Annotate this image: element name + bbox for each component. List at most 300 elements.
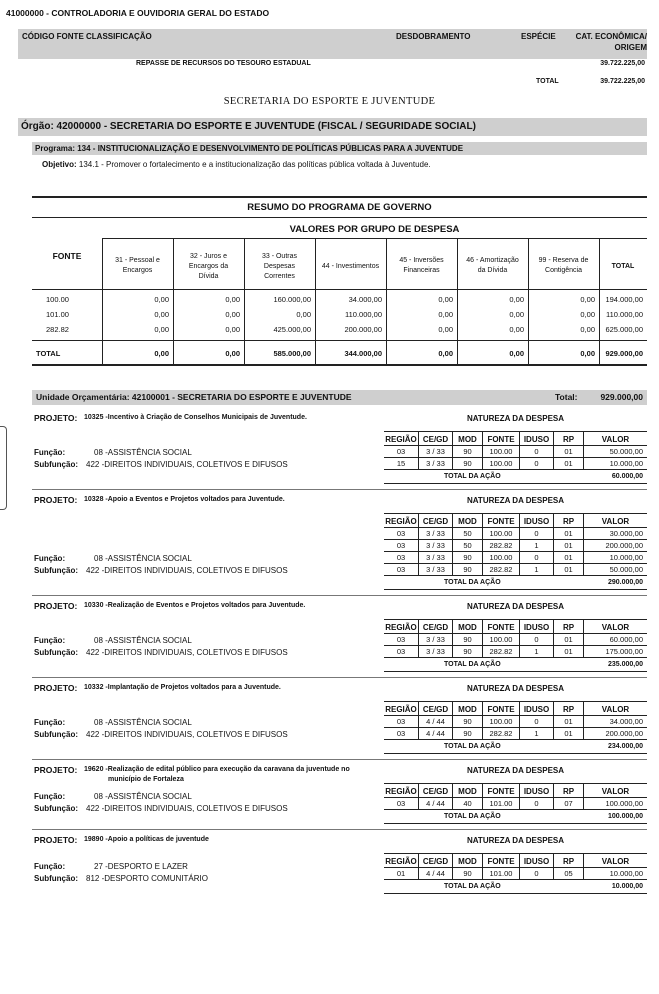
natureza-head-cell: REGIÃO <box>385 517 417 526</box>
natureza-cell: 01 <box>553 458 583 470</box>
natureza-head-cell: IDUSO <box>519 702 553 717</box>
funcao-label: Função: <box>34 792 66 801</box>
objetivo-text: 134.1 - Promover o fortalecimento e a institucionalização das políticas pública voltada à Juventude. <box>78 160 431 169</box>
natureza-head-cell: VALOR <box>583 702 647 717</box>
natureza-row <box>384 446 647 458</box>
natureza-cell: 0 <box>519 798 553 810</box>
natureza-cell: 3 / 33 <box>418 564 452 576</box>
resumo-column-head: Encargos da <box>188 263 229 270</box>
natureza-cell: 01 <box>553 528 583 540</box>
projeto-block <box>32 762 647 832</box>
resumo-row-value: 110.000,00 <box>345 310 382 319</box>
projeto-title: Implantação de Projetos voltados para a Juventude. <box>107 684 281 691</box>
resumo-table <box>32 196 647 370</box>
funcao-label: Função: <box>34 636 66 645</box>
resumo-col-divider <box>315 238 316 364</box>
natureza-cell: 90 <box>452 646 482 658</box>
unidade-total-value: 929.000,00 <box>600 392 643 402</box>
natureza-row <box>384 868 647 880</box>
natureza-head-cell: MOD <box>452 854 482 869</box>
objetivo-label: Objetivo: <box>42 160 77 169</box>
resumo-column-head: Correntes <box>264 273 295 280</box>
natureza-head-cell: CE/GD <box>418 432 452 447</box>
natureza-cell: 0 <box>519 552 553 564</box>
funcao-label: Função: <box>34 554 66 563</box>
resumo-line <box>32 289 647 290</box>
total-acao-label: TOTAL DA AÇÃO <box>444 883 501 890</box>
natureza-cell: 1 <box>519 646 553 658</box>
natureza-cell: 3 / 33 <box>418 528 452 540</box>
total-acao-row <box>384 810 647 824</box>
natureza-cell: 3 / 33 <box>418 634 452 646</box>
natureza-row <box>384 564 647 576</box>
natureza-cell: 3 / 33 <box>418 552 452 564</box>
resumo-column-head: Contigência <box>545 267 582 274</box>
resumo-column-head: da Dívida <box>477 267 508 274</box>
natureza-cell: 50 <box>452 528 482 540</box>
natureza-cell: 01 <box>553 564 583 576</box>
resumo-row-value: 200.000,00 <box>344 325 382 334</box>
resumo-col-divider <box>528 238 529 364</box>
subfuncao-value: 422 -DIREITOS INDIVIDUAIS, COLETIVOS E DIFUSOS <box>86 648 288 657</box>
projeto-block <box>32 598 647 680</box>
natureza-head-cell: RP <box>553 620 583 635</box>
natureza-cell: 282.82 <box>482 646 519 658</box>
natureza-cell: 50.000,00 <box>583 446 647 458</box>
natureza-head-cell: REGIÃO <box>385 435 417 444</box>
natureza-cell: 15 <box>396 459 406 468</box>
natureza-cell: 4 / 44 <box>418 716 452 728</box>
natureza-head-cell: FONTE <box>482 432 519 447</box>
subfuncao-value: 422 -DIREITOS INDIVIDUAIS, COLETIVOS E DIFUSOS <box>86 730 288 739</box>
natureza-cell: 282.82 <box>482 540 519 552</box>
resumo-line <box>32 340 647 341</box>
total-acao-row <box>384 880 647 894</box>
natureza-cell: 03 <box>396 717 406 726</box>
projeto-code-title: 10325 -Incentivo à Criação de Conselhos Municipais de Juventude. <box>84 414 307 421</box>
natureza-row <box>384 798 647 810</box>
subfuncao-line <box>34 566 288 575</box>
natureza-cell: 05 <box>553 868 583 880</box>
resumo-row-value: 34.000,00 <box>348 295 382 304</box>
report-title: 41000000 - CONTROLADORIA E OUVIDORIA GERAL DO ESTADO <box>6 8 270 18</box>
resumo-border-top <box>32 196 647 198</box>
classification-total-label: TOTAL <box>536 78 559 85</box>
resumo-row-value: 0,00 <box>438 310 453 319</box>
subfuncao-line <box>34 648 288 657</box>
natureza-head-cell: REGIÃO <box>385 623 417 632</box>
total-acao-label: TOTAL DA AÇÃO <box>444 473 501 480</box>
resumo-column-head: 45 - Inversões <box>399 257 444 264</box>
resumo-total-value: 585.000,00 <box>273 349 311 358</box>
funcao-label: Função: <box>34 448 66 457</box>
resumo-total-label: TOTAL <box>36 349 61 358</box>
natureza-head-cell: RP <box>553 854 583 869</box>
natureza-head-cell: FONTE <box>482 702 519 717</box>
funcao-line <box>34 792 192 801</box>
projeto-code: 19620 <box>84 766 104 773</box>
natureza-label: NATUREZA DA DESPESA <box>466 766 565 775</box>
natureza-cell: 3 / 33 <box>418 540 452 552</box>
subfuncao-line <box>34 730 288 739</box>
resumo-row-value: 0,00 <box>509 310 524 319</box>
projeto-title: Apoio a políticas de juventude <box>107 836 209 843</box>
resumo-column-head: 31 - Pessoal e <box>115 257 160 264</box>
header-especie: ESPÉCIE <box>521 32 556 41</box>
natureza-cell: 03 <box>396 799 406 808</box>
funcao-value: 08 -ASSISTÊNCIA SOCIAL <box>94 448 192 457</box>
natureza-cell: 10.000,00 <box>583 868 647 880</box>
natureza-cell: 07 <box>553 798 583 810</box>
subfuncao-label: Subfunção: <box>34 648 78 657</box>
repasse-label: REPASSE DE RECURSOS DO TESOURO ESTADUAL <box>136 60 311 67</box>
natureza-head-cell: CE/GD <box>418 784 452 799</box>
repasse-row <box>18 60 647 72</box>
side-bracket <box>0 426 7 510</box>
total-acao-label: TOTAL DA AÇÃO <box>444 743 501 750</box>
subfuncao-label: Subfunção: <box>34 874 78 883</box>
natureza-head <box>384 853 647 868</box>
natureza-cell: 60.000,00 <box>583 634 647 646</box>
projeto-title: Apoio a Eventos e Projetos voltados para Juventude. <box>107 496 285 503</box>
resumo-total-value: 344.000,00 <box>344 349 382 358</box>
natureza-cell: 90 <box>452 552 482 564</box>
natureza-cell: 03 <box>396 565 406 574</box>
natureza-cell: 101.00 <box>482 798 519 810</box>
header-cat-line2: ORIGEM <box>614 43 647 52</box>
projeto-separator <box>32 677 647 678</box>
projeto-separator <box>32 829 647 830</box>
projeto-label: PROJETO: <box>34 495 78 505</box>
projeto-block <box>32 680 647 762</box>
natureza-cell: 4 / 44 <box>418 728 452 740</box>
natureza-head <box>384 783 647 798</box>
resumo-line <box>102 238 647 239</box>
natureza-cell: 03 <box>396 729 406 738</box>
natureza-cell: 90 <box>452 868 482 880</box>
orgao-bar: Órgão: 42000000 - SECRETARIA DO ESPORTE E JUVENTUDE (FISCAL / SEGURIDADE SOCIAL) <box>18 118 647 136</box>
natureza-label: NATUREZA DA DESPESA <box>466 496 565 505</box>
resumo-row-value: 0,00 <box>154 325 169 334</box>
natureza-cell: 50 <box>452 540 482 552</box>
natureza-head <box>384 701 647 716</box>
projeto-code-title: 10330 -Realização de Eventos e Projetos voltados para Juventude. <box>84 602 306 609</box>
natureza-label: NATUREZA DA DESPESA <box>466 684 565 693</box>
natureza-cell: 175.000,00 <box>583 646 647 658</box>
classification-header <box>18 29 647 59</box>
natureza-head <box>384 431 647 446</box>
natureza-head-cell: VALOR <box>583 620 647 635</box>
resumo-row-value: 0,00 <box>509 325 524 334</box>
funcao-value: 27 -DESPORTO E LAZER <box>94 862 188 871</box>
resumo-row-value: 0,00 <box>296 310 311 319</box>
header-desdobramento: DESDOBRAMENTO <box>396 32 471 41</box>
natureza-label: NATUREZA DA DESPESA <box>466 836 565 845</box>
natureza-head-cell: IDUSO <box>519 854 553 869</box>
subfuncao-line <box>34 874 208 883</box>
total-acao-value: 100.000,00 <box>607 813 643 820</box>
natureza-head-cell: RP <box>553 432 583 447</box>
subfuncao-label: Subfunção: <box>34 804 78 813</box>
subfuncao-value: 422 -DIREITOS INDIVIDUAIS, COLETIVOS E DIFUSOS <box>86 566 288 575</box>
natureza-head-cell: FONTE <box>482 620 519 635</box>
projeto-block <box>32 492 647 598</box>
resumo-column-head: Dívida <box>198 273 219 280</box>
resumo-total-value: 0,00 <box>509 349 524 358</box>
classification-total-row <box>18 78 647 90</box>
projeto-code-title: 10328 -Apoio a Eventos e Projetos voltados para Juventude. <box>84 496 285 503</box>
natureza-head-cell: VALOR <box>583 432 647 447</box>
total-acao-label: TOTAL DA AÇÃO <box>444 661 501 668</box>
natureza-row <box>384 528 647 540</box>
natureza-cell: 90 <box>452 446 482 458</box>
natureza-head-cell: RP <box>553 784 583 799</box>
total-acao-value: 60.000,00 <box>611 473 643 480</box>
natureza-head-cell: FONTE <box>482 784 519 799</box>
natureza-row <box>384 458 647 470</box>
projeto-code: 10330 <box>84 602 104 609</box>
resumo-fonte-label: FONTE <box>52 251 82 261</box>
natureza-cell: 03 <box>396 553 406 562</box>
natureza-row <box>384 540 647 552</box>
unidade-label: Unidade Orçamentária: 42100001 - SECRETARIA DO ESPORTE E JUVENTUDE <box>36 392 352 402</box>
natureza-cell: 01 <box>553 646 583 658</box>
resumo-row-value: 0,00 <box>509 295 524 304</box>
natureza-cell: 34.000,00 <box>583 716 647 728</box>
funcao-line <box>34 554 192 563</box>
natureza-cell: 4 / 44 <box>418 868 452 880</box>
natureza-head-cell: REGIÃO <box>385 705 417 714</box>
resumo-row-fonte: 100.00 <box>46 295 69 304</box>
natureza-cell: 0 <box>519 868 553 880</box>
natureza-row <box>384 634 647 646</box>
resumo-row-value: 425.000,00 <box>273 325 311 334</box>
natureza-head-cell: CE/GD <box>418 620 452 635</box>
natureza-row <box>384 716 647 728</box>
resumo-line <box>32 217 647 218</box>
resumo-total-value: 0,00 <box>225 349 240 358</box>
resumo-col-divider <box>457 238 458 364</box>
funcao-label: Função: <box>34 862 66 871</box>
resumo-row-value: 0,00 <box>225 295 240 304</box>
resumo-row-value: 0,00 <box>225 325 240 334</box>
total-acao-row <box>384 576 647 590</box>
total-acao-value: 10.000,00 <box>611 883 643 890</box>
natureza-head-cell: MOD <box>452 620 482 635</box>
natureza-cell: 0 <box>519 446 553 458</box>
natureza-cell: 01 <box>396 869 406 878</box>
natureza-head-cell: FONTE <box>482 854 519 869</box>
total-acao-label: TOTAL DA AÇÃO <box>444 813 501 820</box>
resumo-column-head: TOTAL <box>611 263 635 270</box>
projeto-title: Incentivo à Criação de Conselhos Municipais de Juventude. <box>107 414 307 421</box>
natureza-cell: 01 <box>553 552 583 564</box>
resumo-total-value: 0,00 <box>438 349 453 358</box>
natureza-cell: 90 <box>452 634 482 646</box>
funcao-value: 08 -ASSISTÊNCIA SOCIAL <box>94 792 192 801</box>
subfuncao-label: Subfunção: <box>34 566 78 575</box>
valores-title: VALORES POR GRUPO DE DESPESA <box>289 224 460 235</box>
natureza-cell: 0 <box>519 458 553 470</box>
resumo-col-divider <box>244 238 245 364</box>
resumo-col-divider <box>386 238 387 364</box>
natureza-cell: 90 <box>452 716 482 728</box>
natureza-cell: 30.000,00 <box>583 528 647 540</box>
total-acao-label: TOTAL DA AÇÃO <box>444 579 501 586</box>
projeto-code-title: 10332 -Implantação de Projetos voltados para a Juventude. <box>84 684 281 691</box>
natureza-head-cell: IDUSO <box>519 432 553 447</box>
resumo-col-divider <box>599 238 600 364</box>
natureza-row <box>384 552 647 564</box>
natureza-cell: 03 <box>396 529 406 538</box>
natureza-cell: 90 <box>452 728 482 740</box>
natureza-cell: 200.000,00 <box>583 540 647 552</box>
natureza-cell: 200.000,00 <box>583 728 647 740</box>
projeto-code-title: 19890 -Apoio a políticas de juventude <box>84 836 209 843</box>
natureza-cell: 100.00 <box>482 528 519 540</box>
natureza-cell: 1 <box>519 540 553 552</box>
resumo-total-value: 0,00 <box>154 349 169 358</box>
natureza-cell: 03 <box>396 541 406 550</box>
resumo-row-value: 194.000,00 <box>605 295 643 304</box>
resumo-col-divider <box>102 238 103 364</box>
header-codigo: CÓDIGO FONTE CLASSIFICAÇÃO <box>22 32 152 41</box>
resumo-row-value: 0,00 <box>438 295 453 304</box>
secretaria-title: SECRETARIA DO ESPORTE E JUVENTUDE <box>223 96 436 107</box>
natureza-head-cell: CE/GD <box>418 702 452 717</box>
natureza-label: NATUREZA DA DESPESA <box>466 414 565 423</box>
funcao-value: 08 -ASSISTÊNCIA SOCIAL <box>94 718 192 727</box>
projeto-label: PROJETO: <box>34 683 78 693</box>
natureza-head-cell: MOD <box>452 784 482 799</box>
natureza-cell: 01 <box>553 540 583 552</box>
resumo-row-value: 110.000,00 <box>606 310 643 319</box>
natureza-cell: 3 / 33 <box>418 458 452 470</box>
projeto-separator <box>32 489 647 490</box>
repasse-value: 39.722.225,00 <box>600 60 645 67</box>
projeto-label: PROJETO: <box>34 835 78 845</box>
resumo-title: RESUMO DO PROGRAMA DE GOVERNO <box>247 202 432 213</box>
natureza-head-cell: IDUSO <box>519 784 553 799</box>
natureza-head-cell: REGIÃO <box>385 857 417 866</box>
natureza-cell: 0 <box>519 716 553 728</box>
natureza-head-cell: MOD <box>452 432 482 447</box>
header-cat-line1: CAT. ECONÔMICA/ <box>575 32 647 41</box>
projeto-title: Realização de edital público para execução da caravana da juventude no <box>107 766 350 773</box>
natureza-cell: 1 <box>519 728 553 740</box>
projeto-separator <box>32 759 647 760</box>
natureza-cell: 282.82 <box>482 564 519 576</box>
resumo-border-bottom <box>32 364 647 366</box>
natureza-head-cell: CE/GD <box>418 514 452 529</box>
resumo-row-value: 0,00 <box>154 295 169 304</box>
natureza-head-cell: RP <box>553 514 583 529</box>
objetivo <box>42 160 431 169</box>
resumo-column-head: 46 - Amortização <box>466 257 519 264</box>
resumo-total-value: 929.000,00 <box>605 349 643 358</box>
funcao-value: 08 -ASSISTÊNCIA SOCIAL <box>94 636 192 645</box>
classification-total-value: 39.722.225,00 <box>600 78 645 85</box>
projeto-title-line2: município de Fortaleza <box>108 776 184 783</box>
total-acao-value: 234.000,00 <box>607 743 643 750</box>
natureza-cell: 100.00 <box>482 458 519 470</box>
resumo-row-value: 0,00 <box>580 325 595 334</box>
projeto-title: Realização de Eventos e Projetos voltados para Juventude. <box>107 602 306 609</box>
funcao-line <box>34 448 192 457</box>
natureza-label: NATUREZA DA DESPESA <box>466 602 565 611</box>
projeto-code-title: 19620 -Realização de edital público para execução da caravana da juventude no <box>84 766 350 773</box>
projeto-code: 10325 <box>84 414 104 421</box>
natureza-head-cell: FONTE <box>482 514 519 529</box>
natureza-cell: 03 <box>396 447 406 456</box>
funcao-label: Função: <box>34 718 66 727</box>
resumo-row-value: 0,00 <box>154 310 169 319</box>
subfuncao-label: Subfunção: <box>34 460 78 469</box>
natureza-cell: 100.000,00 <box>583 798 647 810</box>
natureza-cell: 100.00 <box>482 716 519 728</box>
total-acao-row <box>384 740 647 754</box>
natureza-cell: 100.00 <box>482 634 519 646</box>
natureza-cell: 90 <box>452 458 482 470</box>
projeto-code: 10328 <box>84 496 104 503</box>
resumo-row-fonte: 101.00 <box>46 310 69 319</box>
subfuncao-value: 422 -DIREITOS INDIVIDUAIS, COLETIVOS E DIFUSOS <box>86 460 288 469</box>
resumo-row-fonte: 282.82 <box>46 325 69 334</box>
total-acao-value: 235.000,00 <box>607 661 643 668</box>
resumo-row-value: 0,00 <box>580 295 595 304</box>
subfuncao-line <box>34 460 288 469</box>
natureza-cell: 50.000,00 <box>583 564 647 576</box>
unidade-bar <box>32 390 647 405</box>
natureza-cell: 10.000,00 <box>583 458 647 470</box>
resumo-total-value: 0,00 <box>580 349 595 358</box>
natureza-cell: 3 / 33 <box>418 646 452 658</box>
natureza-cell: 03 <box>396 647 406 656</box>
projeto-code: 10332 <box>84 684 104 691</box>
natureza-head-cell: MOD <box>452 514 482 529</box>
subfuncao-line <box>34 804 288 813</box>
natureza-cell: 100.00 <box>482 446 519 458</box>
natureza-head-cell: CE/GD <box>418 854 452 869</box>
projeto-code: 19890 <box>84 836 104 843</box>
natureza-head-cell: IDUSO <box>519 620 553 635</box>
natureza-cell: 1 <box>519 564 553 576</box>
natureza-cell: 4 / 44 <box>418 798 452 810</box>
natureza-cell: 100.00 <box>482 552 519 564</box>
natureza-cell: 03 <box>396 635 406 644</box>
resumo-row-value: 0,00 <box>438 325 453 334</box>
resumo-column-head: 99 - Reserva de <box>538 257 589 264</box>
projeto-label: PROJETO: <box>34 765 78 775</box>
total-acao-row <box>384 470 647 484</box>
funcao-line <box>34 636 192 645</box>
natureza-cell: 40 <box>452 798 482 810</box>
natureza-cell: 01 <box>553 446 583 458</box>
natureza-cell: 90 <box>452 564 482 576</box>
natureza-cell: 01 <box>553 728 583 740</box>
natureza-row <box>384 646 647 658</box>
natureza-cell: 101.00 <box>482 868 519 880</box>
resumo-column-head: Despesas <box>263 263 296 270</box>
funcao-line <box>34 718 192 727</box>
projeto-label: PROJETO: <box>34 413 78 423</box>
natureza-head-cell: IDUSO <box>519 514 553 529</box>
programa-bar: Programa: 134 - INSTITUCIONALIZAÇÃO E DESENVOLVIMENTO DE POLÍTICAS PÚBLICAS PARA A JUVENTUDE <box>32 142 647 155</box>
resumo-row-value: 160.000,00 <box>273 295 311 304</box>
natureza-cell: 0 <box>519 634 553 646</box>
resumo-col-divider <box>173 238 174 364</box>
resumo-column-head: 33 - Outras <box>261 253 297 260</box>
